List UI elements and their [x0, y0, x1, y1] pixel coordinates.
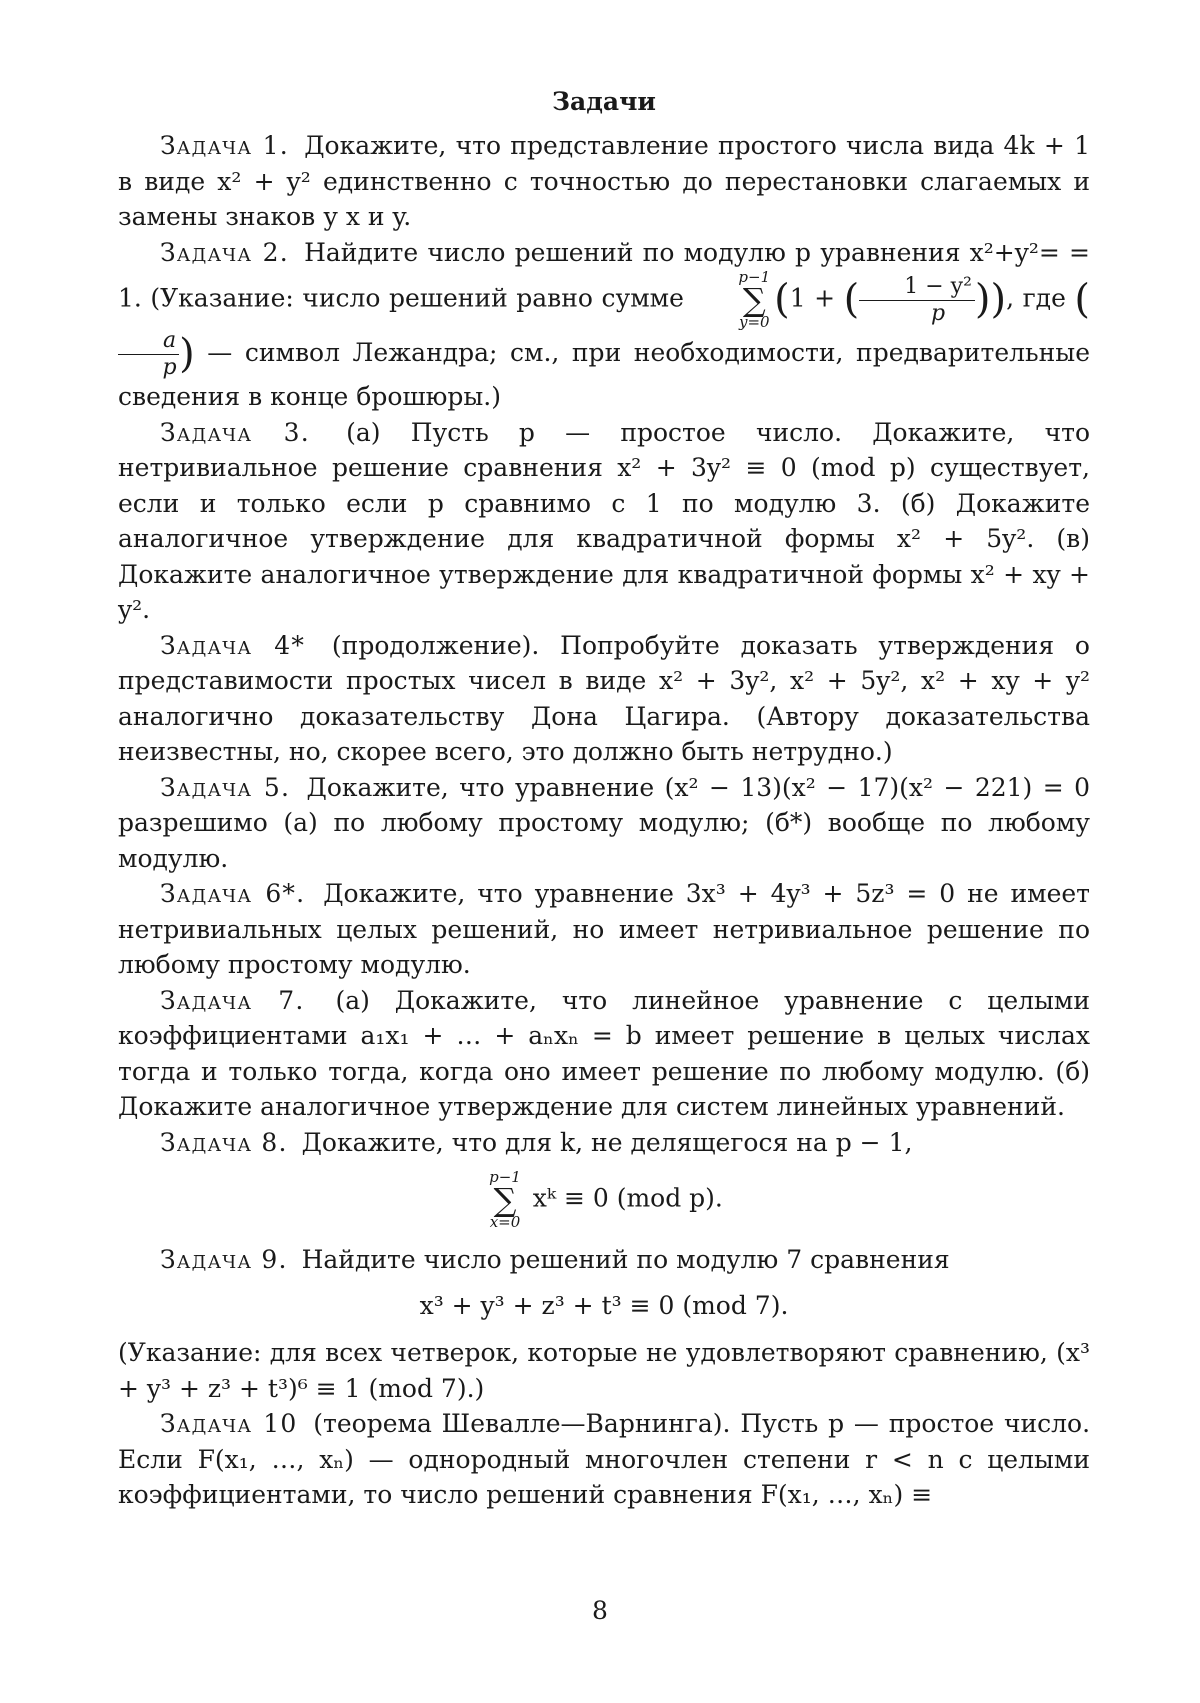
problem-text: Докажите, что для k, не делящегося на p − 1,	[302, 1128, 913, 1157]
summand-prefix: 1 +	[790, 284, 835, 313]
problem-text: Докажите, что представление простого числа вида 4k + 1 в виде x² + y² единственно с точностью до перестановки слагаемых и замены знаков у x и y.	[118, 131, 1090, 231]
sum-symbol: p−1 ∑ x=0	[489, 1170, 521, 1230]
formula-expression: x³ + y³ + z³ + t³ ≡ 0 (mod 7).	[420, 1291, 789, 1320]
problem-10	[118, 1406, 1090, 1513]
sum-upper-limit: p−1	[696, 270, 770, 285]
problem-text-after: — символ Лежандра; см., при необходимости, предварительные сведения в конце брошюры.)	[118, 338, 1090, 411]
sum-upper-limit: p−1	[489, 1170, 521, 1185]
problem-7	[118, 983, 1090, 1125]
problem-text: (а) Пусть p — простое число. Докажите, что нетривиальное решение сравнения x² + 3y² ≡ 0 (mod p) существует, если и только если p сравнимо с 1 по модулю 3. (б) Докажите аналогичное утверждение для квадратичной формы x² + 5y². (в) Докажите аналогичное утверждение для квадратичной формы x² + xy + y².	[118, 418, 1090, 625]
problem-9-hint: (Указание: для всех четверок, которые не удовлетворяют сравнению, (x³ + y³ + z³ + t³)⁶ ≡ 1 (mod 7).)	[118, 1335, 1090, 1406]
formula-expression: xᵏ ≡ 0 (mod p).	[533, 1184, 723, 1213]
fraction-numerator: 1 − y²	[859, 276, 975, 301]
problem-text: Докажите, что уравнение 3x³ + 4y³ + 5z³ = 0 не имеет нетривиальных целых решений, но имеет нетривиальное решение по любому простому модулю.	[118, 879, 1090, 979]
sum-lower-limit: y=0	[696, 315, 770, 330]
page-content	[118, 82, 1090, 1513]
problem-4	[118, 628, 1090, 770]
legendre-fraction	[859, 276, 975, 325]
problem-label: Задача 9.	[160, 1245, 288, 1274]
problem-text: Найдите число решений по модулю 7 сравнения	[302, 1245, 950, 1274]
display-formula	[118, 1288, 1090, 1324]
problem-label: Задача 4*	[160, 631, 305, 660]
problem-label: Задача 10	[160, 1409, 297, 1438]
problem-label: Задача 3.	[160, 418, 310, 447]
problem-text: (теорема Шевалле—Варнинга). Пусть p — простое число. Если F(x₁, …, xₙ) — однородный многочлен степени r < n с целыми коэффициентами, то число решений сравнения F(x₁, …, xₙ) ≡	[118, 1409, 1090, 1509]
sum-lower-limit: x=0	[489, 1215, 521, 1230]
problem-label: Задача 7.	[160, 986, 305, 1015]
legendre-symbol	[118, 330, 179, 379]
document-page	[0, 0, 1200, 1703]
problem-9	[118, 1242, 1090, 1278]
fraction-denominator: p	[859, 301, 975, 325]
problem-text: Докажите, что уравнение (x² − 13)(x² − 17)(x² − 221) = 0 разрешимо (а) по любому простому модулю; (б*) вообще по любому модулю.	[118, 773, 1090, 873]
problem-text: Найдите число решений по модулю p уравнения x²+y²= = 1. (Указание: число решений равно сумме	[118, 238, 1090, 313]
problem-text-mid: , где	[1006, 284, 1066, 313]
problem-label: Задача 1.	[160, 131, 289, 160]
sum-symbol: p−1 ∑ y=0	[696, 270, 770, 330]
problem-text: (а) Докажите, что линейное уравнение с целыми коэффициентами a₁x₁ + … + aₙxₙ = b имеет решение в целых числах тогда и только тогда, когда оно имеет решение по любому модулю. (б) Докажите аналогичное утверждение для систем линейных уравнений.	[118, 986, 1090, 1122]
problem-3	[118, 415, 1090, 628]
page-number: 8	[0, 1596, 1200, 1625]
problem-8	[118, 1125, 1090, 1161]
problem-label: Задача 2.	[160, 238, 289, 267]
legendre-denominator: p	[118, 355, 179, 379]
section-title: Задачи	[118, 82, 1090, 122]
problem-6	[118, 876, 1090, 983]
problem-5	[118, 770, 1090, 877]
problem-text: (продолжение). Попробуйте доказать утверждения о представимости простых чисел в виде x² + 3y², x² + 5y², x² + xy + y² аналогично доказательству Дона Цагира. (Автору доказательства неизвестны, но, скорее всего, это должно быть нетрудно.)	[118, 631, 1090, 767]
legendre-numerator: a	[118, 330, 179, 355]
problem-label: Задача 8.	[160, 1128, 288, 1157]
problem-1	[118, 128, 1090, 235]
display-formula	[118, 1170, 1090, 1230]
problem-2: Задача 2. Найдите число решений по модулю p уравнения x²+y²= = 1. (Указание: число решений равно сумме p−1 ∑ y=0 (1 + ( 1 − y² p )), где ( a p ) — символ Лежандра; см., при необходимости, предварительные сведения в конце брошюры.)	[118, 235, 1090, 415]
problem-label: Задача 6*.	[160, 879, 305, 908]
problem-label: Задача 5.	[160, 773, 290, 802]
